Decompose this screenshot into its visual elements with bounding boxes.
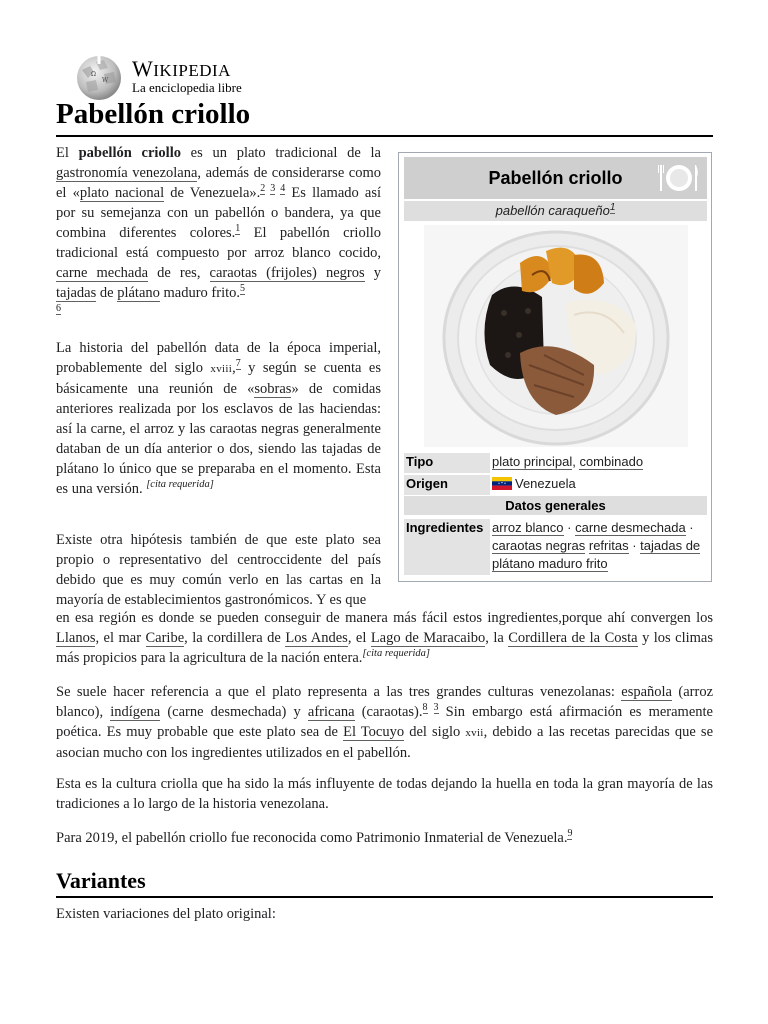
link-platano[interactable]: plátano	[117, 285, 160, 301]
infobox-section-datos-generales: Datos generales	[404, 496, 707, 515]
link-sobras[interactable]: sobras	[254, 381, 292, 397]
infobox-row-tipo	[404, 453, 707, 473]
paragraph-variantes: Existen variaciones del plato original:	[56, 906, 276, 922]
link-llanos[interactable]: Llanos	[56, 630, 96, 646]
link-caribe[interactable]: Caribe	[145, 630, 185, 646]
link-refritas[interactable]: refritas	[588, 538, 629, 553]
infobox-row-origen	[404, 475, 707, 495]
ref-4[interactable]: 4	[280, 183, 286, 195]
infobox-title-bar	[404, 157, 707, 199]
paragraph-intro: El pabellón criollo es un plato tradicional de la gastronomía venezolana, además de considerarse como el «plato nacional de Venezuela».$^{2 3 4}$ Es llamado así por su semejanza con un pabellón o bandera, ya que combina diferentes colores.$^1$ El pabellón criollo tradicional está compuesto por arroz blanco cocido, carne mechada de res, caraotas (frijoles) negros y tajadas de plátano maduro frito.$^{5 6}$	[56, 145, 382, 315]
venezuela-flag-icon	[492, 477, 512, 490]
link-combinado[interactable]: combinado	[579, 454, 644, 469]
paragraph-cultura-criolla: Esta es la cultura criolla que ha sido la más influyente de todas dejando la huella en toda la gran mayoría de las tradiciones a lo largo de la historia venezolana.	[56, 776, 713, 812]
link-los-andes[interactable]: Los Andes	[285, 630, 348, 646]
link-tajadas[interactable]: tajadas	[56, 285, 97, 301]
paragraph-hipotesis: en esa región es donde se pueden conseguir de manera más fácil estos ingredientes,porque ahí convergen los Llanos, el mar Caribe, la cordillera de Los Andes, el Lago de Maracaibo, la Cordillera de la Costa y los climas más propicios para la agricultura de la nación entera.[cita requerida]	[56, 610, 714, 666]
link-arroz-blanco[interactable]: arroz blanco	[492, 520, 564, 535]
ref-9[interactable]: 9	[567, 828, 573, 840]
link-cordillera-costa[interactable]: Cordillera de la Costa	[508, 630, 638, 646]
link-gastronomia-venezolana[interactable]: gastronomía venezolana	[56, 165, 198, 181]
svg-text:Ω: Ω	[91, 71, 96, 78]
paragraph-culturas: Se suele hacer referencia a que el plato representa a las tres grandes culturas venezolanas: española (arroz blanco), indígena (carne desmechada) y africana (caraotas).$^{8 3}$ Sin embargo está afirmación es meramente poética. Es muy probable que este plato sea de El Tocuyo del siglo xvii, debido a las recetas parecidas que se asocian mucho con los ingredientes utilizados en el pabellón.	[56, 684, 714, 761]
link-carne-mechada[interactable]: carne mechada	[56, 265, 149, 281]
wikipedia-tagline: La enciclopedia libre	[132, 80, 242, 95]
ref-1[interactable]: 1	[235, 223, 241, 235]
infobox-title: Pabellón criollo	[488, 168, 623, 188]
dish-photo[interactable]	[424, 225, 688, 447]
plate-cutlery-icon	[657, 162, 701, 194]
infobox-subtitle: pabellón caraqueño$^1$	[404, 201, 707, 221]
infobox-label-tipo: Tipo	[404, 453, 490, 473]
link-venezuela[interactable]: Venezuela	[515, 476, 576, 491]
infobox-label-ingredientes: Ingredientes	[404, 519, 490, 575]
infobox-value-tipo: plato principal, combinado	[492, 454, 644, 469]
svg-text:W: W	[102, 77, 109, 84]
ref-7[interactable]: 7	[235, 358, 241, 370]
paragraph-historia: La historia del pabellón data de la época imperial, probablemente del siglo xviii,$^7$ y según se cuenta es básicamente una reunión de «sobras» de comidas anteriores realizada por los esclavos de las haciendas: así la carne, el arroz y las caraotas negras generalmente databan de un día anterior o dos, siendo las tajadas de plátano lo único que se preparaba en el momento. Esta es una versión. [cita requerida]	[56, 340, 381, 497]
section-heading-variantes: Variantes	[56, 866, 713, 898]
ref-1-infobox[interactable]: 1	[609, 201, 616, 213]
link-caraotas-negras[interactable]: caraotas negras	[492, 538, 586, 553]
wikipedia-wordmark	[132, 56, 231, 82]
ref-5[interactable]: 5	[240, 283, 246, 295]
infobox	[398, 152, 712, 582]
paragraph-patrimonio: Para 2019, el pabellón criollo fue reconocida como Patrimonio Inmaterial de Venezuela.$^9$	[56, 828, 573, 846]
ref-3b[interactable]: 3	[433, 702, 439, 714]
ref-8[interactable]: 8	[422, 702, 428, 714]
link-carne-desmechada[interactable]: carne desmechada	[575, 520, 686, 535]
page-title: Pabellón criollo	[56, 94, 713, 137]
ref-6[interactable]: 6	[56, 303, 61, 315]
ref-2[interactable]: 2	[260, 183, 266, 195]
link-lago-maracaibo[interactable]: Lago de Maracaibo	[370, 630, 486, 646]
wordmark-initial: W	[132, 56, 154, 81]
citation-needed-2[interactable]: [cita requerida]	[362, 648, 430, 660]
link-indigena[interactable]: indígena	[110, 704, 161, 720]
citation-needed[interactable]: [cita requerida]	[146, 479, 214, 491]
link-caraotas[interactable]: caraotas (frijoles) negros	[209, 265, 365, 281]
infobox-row-ingredientes	[404, 519, 707, 575]
infobox-value-ingredientes: arroz blanco · carne desmechada · caraotas negras refritas · tajadas de plátano maduro frito	[492, 520, 701, 571]
ref-3[interactable]: 3	[270, 183, 276, 195]
paragraph-hipotesis-top: Existe otra hipótesis también de que este plato sea propio o representativo del centroccidente del país debido que es muy común verlo en las cartas en la mayoría de establecimientos gastronómicos. Y es que	[56, 532, 381, 608]
wordmark-rest: IKIPEDIA	[153, 61, 231, 80]
infobox-label-origen: Origen	[404, 475, 490, 495]
link-plato-nacional[interactable]: plato nacional	[79, 185, 165, 201]
link-el-tocuyo[interactable]: El Tocuyo	[343, 724, 405, 740]
link-africana[interactable]: africana	[307, 704, 355, 720]
infobox-value-origen	[492, 475, 710, 493]
link-espanola[interactable]: española	[621, 684, 672, 700]
link-tajadas-platano[interactable]: tajadas de plátano maduro frito	[492, 538, 701, 571]
link-plato-principal[interactable]: plato principal	[492, 454, 573, 469]
